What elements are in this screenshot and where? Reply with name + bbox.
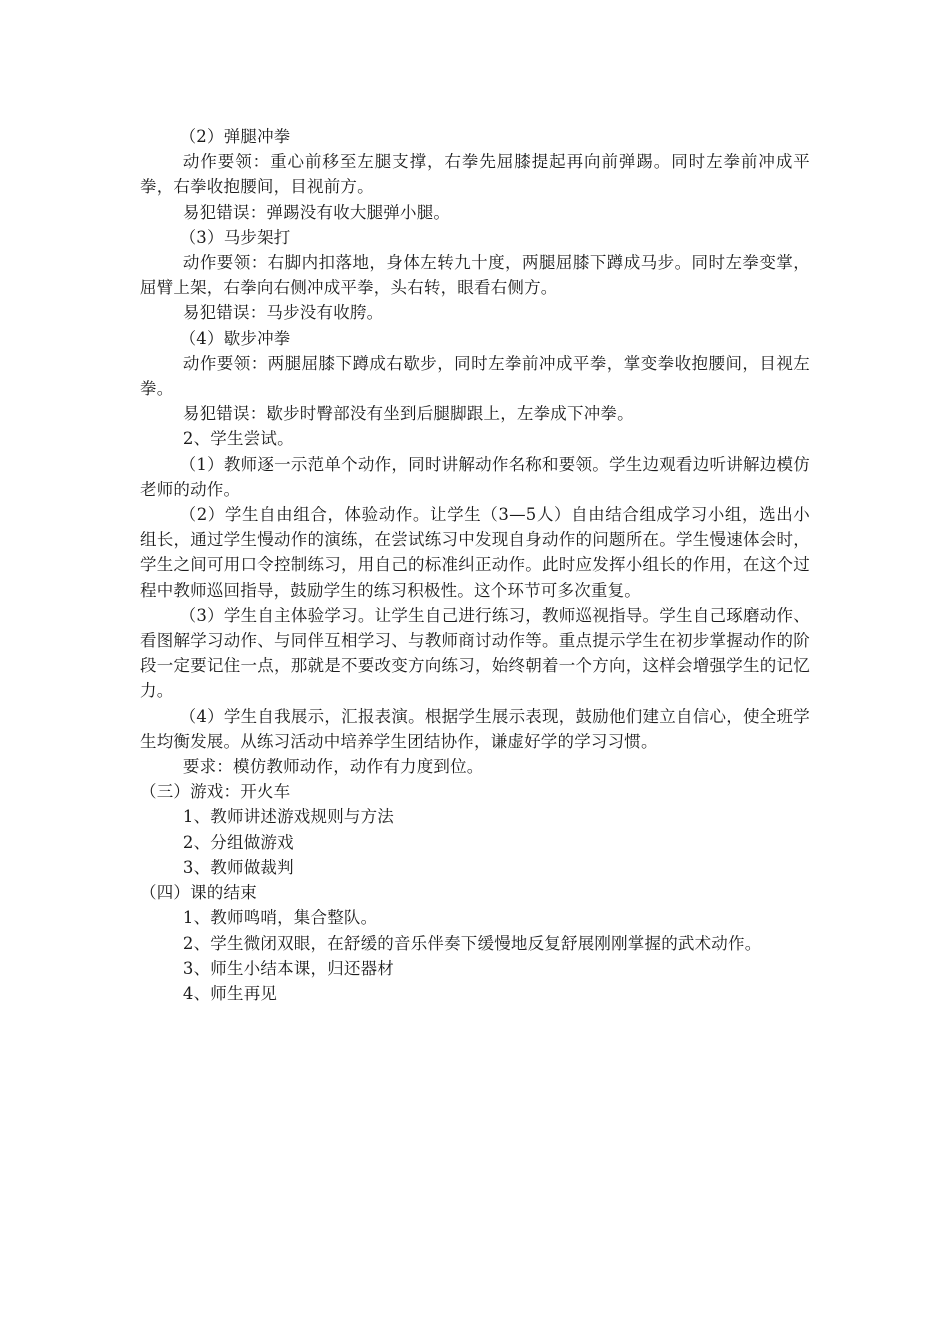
section-heading-game: （三）游戏：开火车 (140, 782, 291, 802)
list-item-relax: 2、学生微闭双眼，在舒缓的音乐伴奏下缓慢地反复舒展刚刚掌握的武术动作。 (182, 933, 762, 953)
paragraph-self-show: （4）学生自我展示，汇报表演。根据学生展示表现，鼓励他们建立自信心，使全班学生均衡发展。从练习活动中培养学生团结协作，谦虚好学的学习习惯。 (140, 706, 810, 751)
paragraph-requirement: 要求：模仿教师动作，动作有力度到位。 (182, 757, 484, 777)
paragraph-common-mistake: 易犯错误：马步没有收胯。 (182, 303, 384, 323)
paragraph-action-key-points: 动作要领：两腿屈膝下蹲成右歇步，同时左拳前冲成平拳，掌变拳收抱腰间，目视左拳。 (140, 353, 810, 399)
section-heading-xieBuChongQuan: （4）歇步冲拳 (179, 328, 291, 348)
section-heading-maBuJiaDa: （3）马步架打 (179, 227, 291, 247)
paragraph-self-study: （3）学生自主体验学习。让学生自己进行练习，教师巡视指导。学生自己琢磨动作、看图解学习动作、与同伴互相学习、与教师商讨动作等。重点提示学生在初步掌握动作的阶段一定要记住一点，那就是不要改变方向练习，始终朝着一个方向，这样会增强学生的记忆力。 (140, 605, 810, 701)
list-item-game-rules: 1、教师讲述游戏规则与方法 (182, 807, 394, 827)
section-heading-tanTuiChongQuan: （2）弹腿冲拳 (179, 127, 291, 146)
list-item-student-try: 2、学生尝试。 (182, 429, 294, 449)
paragraph-action-key-points: 动作要领：重心前移至左腿支撑，右拳先屈膝提起再向前弹踢。同时左拳前冲成平拳，右拳收抱腰间，目视前方。 (140, 152, 810, 197)
paragraph-action-key-points: 动作要领：右脚内扣落地，身体左转九十度，两腿屈膝下蹲成马步。同时左拳变掌，屈臂上架，右拳向右侧冲成平拳，头右转，眼看右侧方。 (140, 253, 810, 298)
section-heading-class-end: （四）课的结束 (140, 883, 257, 903)
paragraph-free-group: （2）学生自由组合，体验动作。让学生（3—5人）自由结合组成学习小组，选出小组长，通过学生慢动作的演练，在尝试练习中发现自身动作的问题所在。学生慢速体会时，学生之间可用口令控制练习，用自己的标准纠正动作。此时应发挥小组长的作用，在这个过程中教师巡回指导，鼓励学生的练习积极性。这个环节可多次重复。 (140, 505, 810, 600)
list-item-group-game: 2、分组做游戏 (182, 832, 294, 852)
list-item-referee: 3、教师做裁判 (182, 857, 294, 877)
paragraph-common-mistake: 易犯错误：弹踢没有收大腿弹小腿。 (182, 202, 451, 222)
list-item-goodbye: 4、师生再见 (182, 983, 278, 1003)
document-body (140, 124, 810, 1006)
paragraph-teacher-demo: （1）教师逐一示范单个动作，同时讲解动作名称和要领。学生边观看边听讲解边模仿老师的动作。 (140, 454, 810, 499)
list-item-whistle: 1、教师鸣哨，集合整队。 (182, 908, 378, 928)
list-item-summary: 3、师生小结本课，归还器材 (182, 958, 394, 978)
paragraph-common-mistake: 易犯错误：歇步时臀部没有坐到后腿脚跟上，左拳成下冲拳。 (182, 404, 634, 424)
